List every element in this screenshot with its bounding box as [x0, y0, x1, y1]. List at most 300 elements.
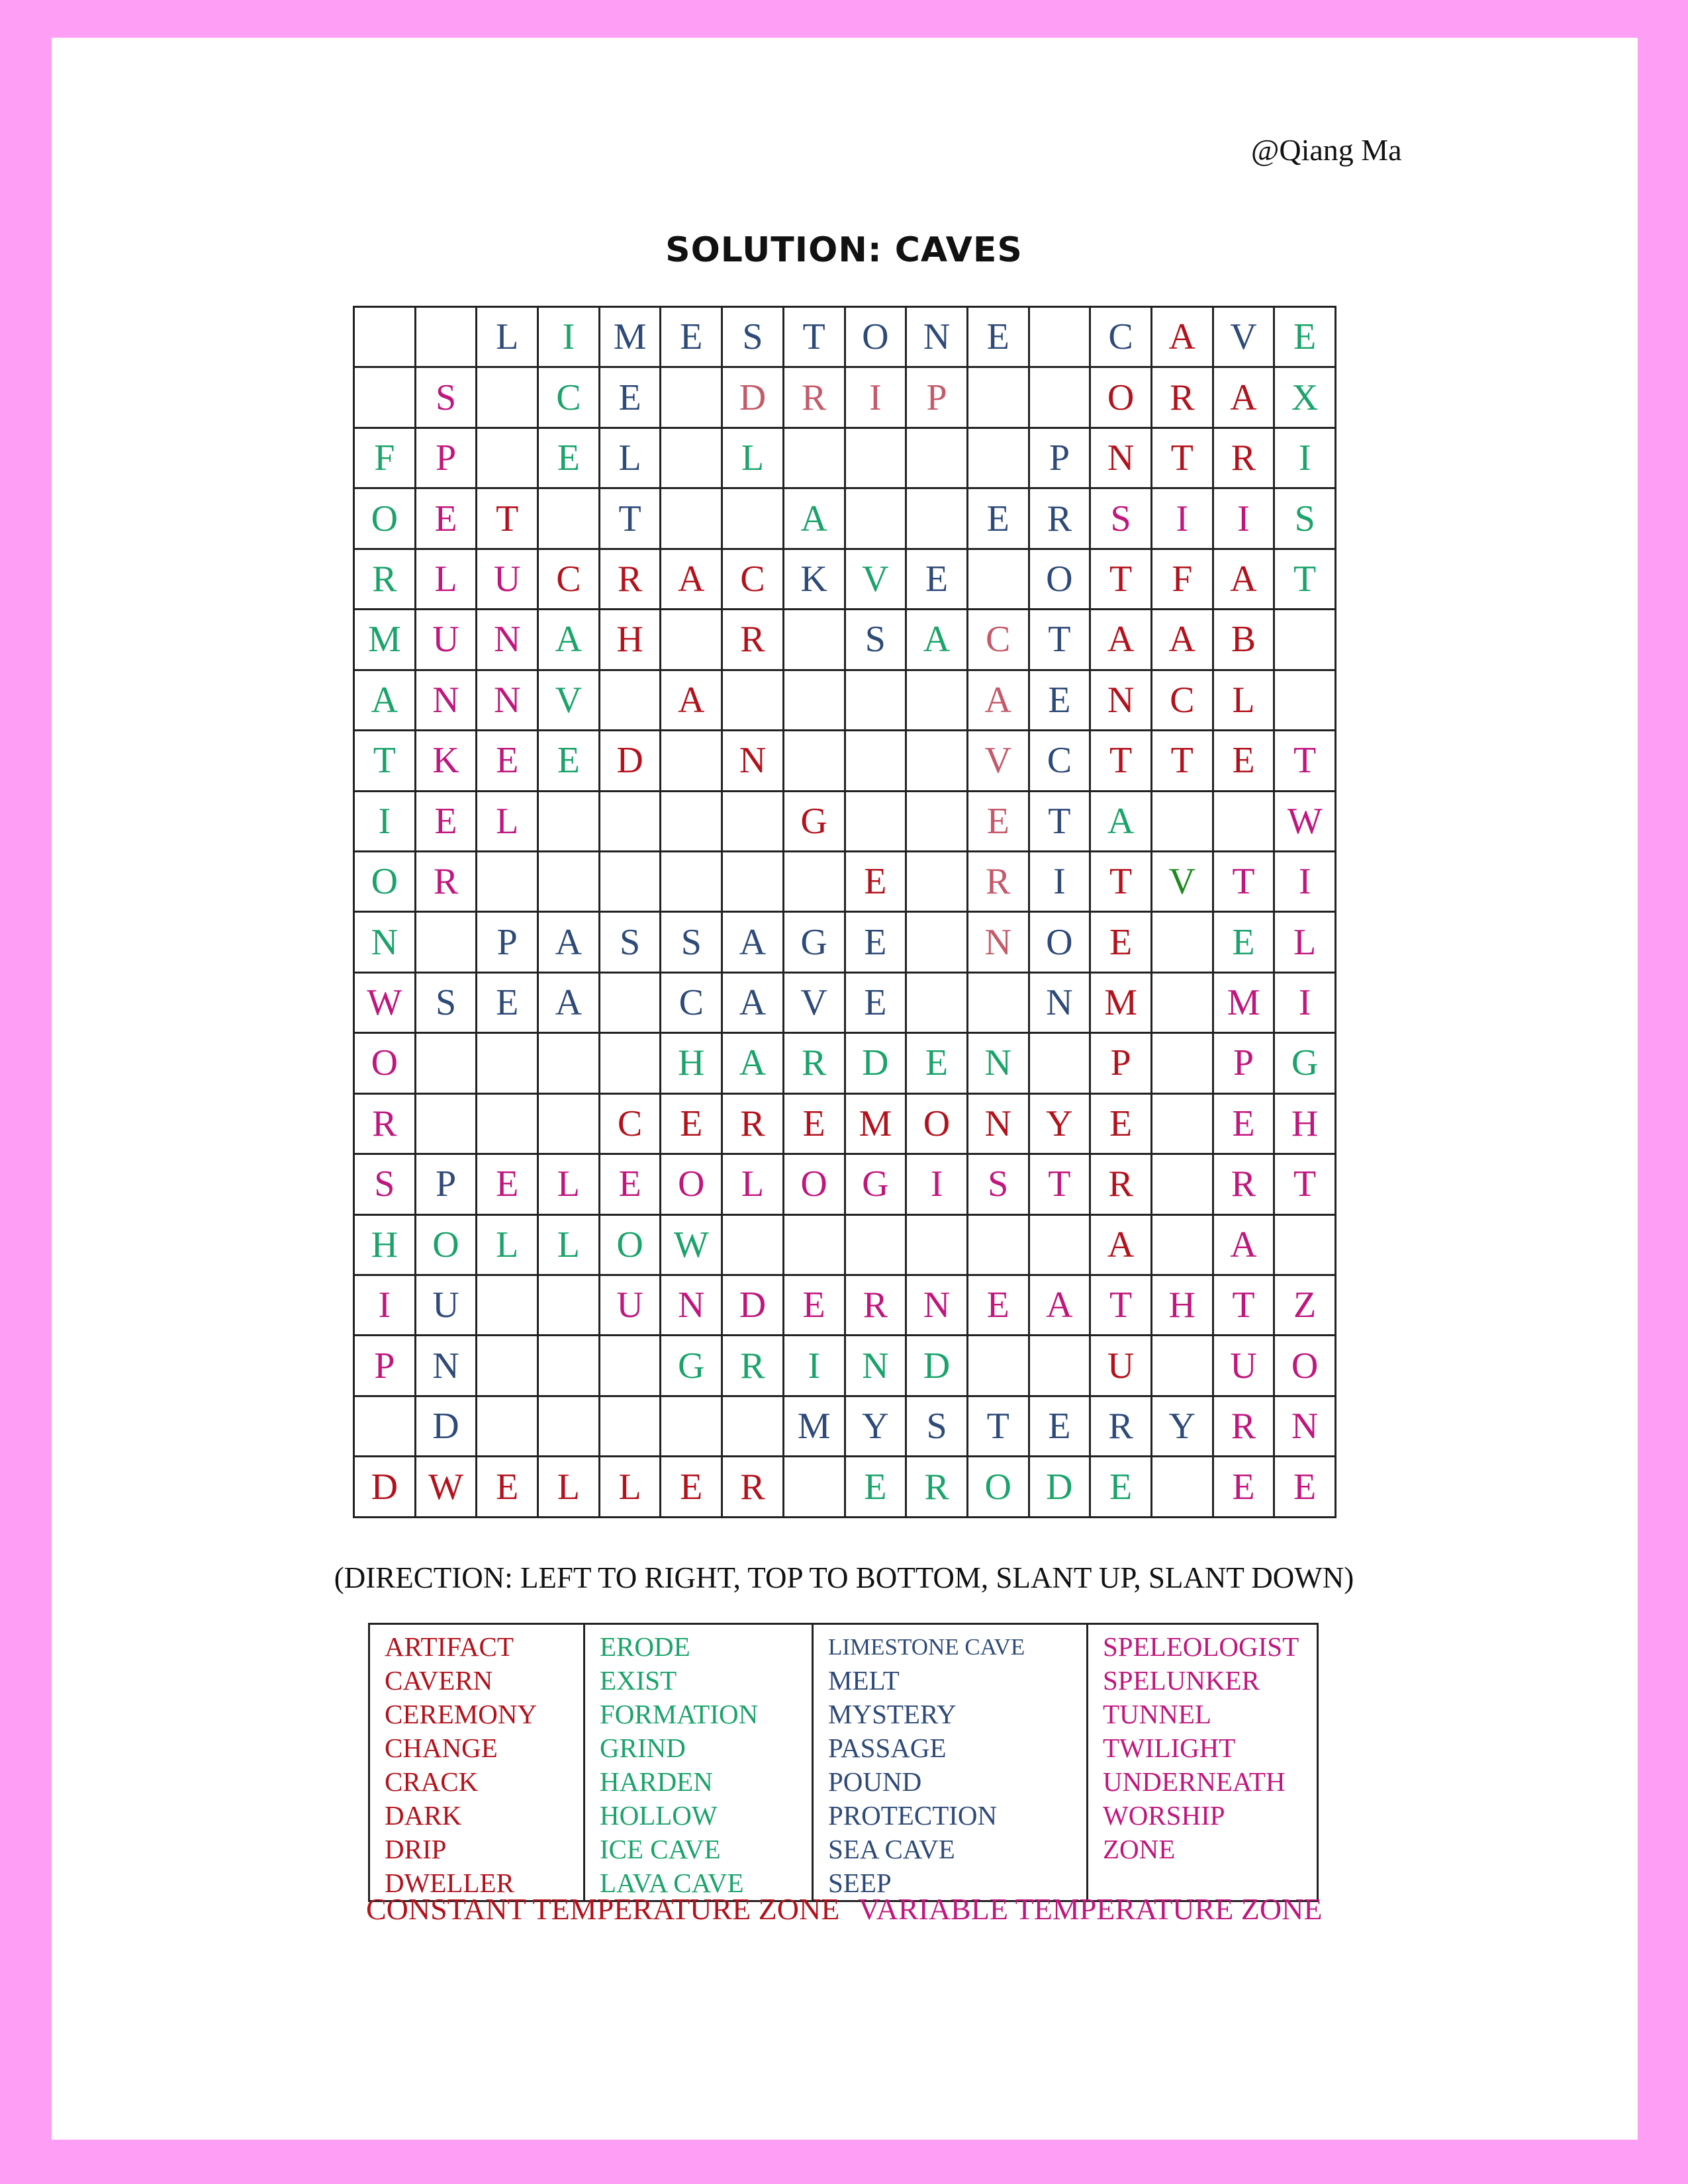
grid-cell: G [845, 1154, 906, 1214]
grid-cell: D [906, 1336, 968, 1396]
grid-cell: P [415, 1154, 477, 1214]
grid-cell: C [661, 972, 722, 1032]
grid-cell: T [783, 307, 845, 367]
grid-row [354, 1033, 1336, 1093]
grid-cell [661, 851, 722, 911]
grid-cell: E [1213, 912, 1274, 972]
grid-cell: A [538, 972, 600, 1032]
grid-cell: E [906, 1033, 968, 1093]
grid-cell: T [1274, 731, 1336, 791]
grid-cell: O [967, 1457, 1029, 1518]
grid-cell: O [845, 307, 906, 367]
word-bank-entry: SEA CAVE [828, 1834, 955, 1864]
grid-cell: O [354, 1033, 416, 1093]
word-bank-column-4 [1088, 1624, 1318, 1901]
grid-cell: I [538, 307, 600, 367]
grid-cell: E [1213, 731, 1274, 791]
grid-cell: Y [845, 1396, 906, 1456]
grid-cell [722, 488, 784, 549]
grid-cell: R [1090, 1154, 1152, 1214]
grid-cell: P [1213, 1033, 1274, 1093]
grid-cell: A [1213, 367, 1274, 428]
word-bank-entry: HARDEN [600, 1766, 713, 1797]
grid-cell: O [354, 851, 416, 911]
grid-cell: E [845, 912, 906, 972]
grid-cell: E [477, 1154, 538, 1214]
grid-cell [477, 367, 538, 428]
grid-cell: R [415, 851, 477, 911]
word-bank-entry: DWELLER [385, 1868, 514, 1898]
grid-cell [661, 488, 722, 549]
grid-cell [599, 670, 661, 730]
grid-cell [415, 307, 477, 367]
word-bank-column-3 [813, 1624, 1088, 1901]
grid-cell [661, 1396, 722, 1456]
grid-cell: T [1274, 549, 1336, 609]
grid-cell: A [538, 610, 600, 670]
grid-row [354, 610, 1336, 670]
grid-cell: L [477, 791, 538, 851]
grid-cell: L [538, 1214, 600, 1275]
grid-cell: L [1213, 670, 1274, 730]
grid-cell [538, 791, 600, 851]
grid-cell: E [1029, 670, 1090, 730]
grid-cell: E [906, 549, 968, 609]
grid-cell [477, 1336, 538, 1396]
grid-cell [538, 1396, 600, 1456]
grid-cell: A [967, 670, 1029, 730]
grid-cell [1029, 1033, 1090, 1093]
grid-cell [415, 912, 477, 972]
grid-cell: I [1274, 851, 1336, 911]
grid-cell: N [415, 670, 477, 730]
grid-cell [1151, 1457, 1213, 1518]
word-bank-entry: FORMATION [600, 1699, 759, 1729]
grid-cell: N [661, 1275, 722, 1336]
grid-cell: E [845, 851, 906, 911]
grid-cell [783, 1214, 845, 1275]
grid-cell: O [1029, 549, 1090, 609]
grid-cell: V [538, 670, 600, 730]
grid-cell: A [1213, 1214, 1274, 1275]
grid-cell: T [1029, 610, 1090, 670]
grid-cell: X [1274, 367, 1336, 428]
grid-cell: G [783, 912, 845, 972]
word-bank-entry: PASSAGE [828, 1733, 947, 1763]
grid-cell: D [354, 1457, 416, 1518]
grid-cell [1274, 670, 1336, 730]
grid-cell: A [538, 912, 600, 972]
grid-cell [599, 1336, 661, 1396]
grid-cell: O [906, 1093, 968, 1154]
word-bank-entry: CAVERN [385, 1665, 493, 1696]
grid-cell: E [1029, 1396, 1090, 1456]
grid-cell: W [415, 1457, 477, 1518]
word-bank-column-2 [585, 1624, 813, 1901]
grid-cell: W [1274, 791, 1336, 851]
grid-cell: C [538, 367, 600, 428]
grid-cell: P [415, 428, 477, 488]
puzzle-title: SOLUTION: CAVES [665, 230, 1023, 270]
grid-cell: V [783, 972, 845, 1032]
grid-row [354, 851, 1336, 911]
grid-cell [599, 1396, 661, 1456]
grid-cell [845, 428, 906, 488]
grid-cell: D [415, 1396, 477, 1456]
word-bank-entry: ARTIFACT [385, 1631, 514, 1662]
grid-cell: E [477, 1457, 538, 1518]
grid-cell [722, 1396, 784, 1456]
grid-cell: L [599, 428, 661, 488]
grid-cell [538, 1033, 600, 1093]
grid-cell: E [1090, 912, 1152, 972]
grid-cell: H [661, 1033, 722, 1093]
grid-cell [415, 1093, 477, 1154]
grid-row [354, 307, 1336, 367]
grid-cell: S [415, 972, 477, 1032]
grid-cell: E [1274, 1457, 1336, 1518]
grid-cell: E [477, 731, 538, 791]
grid-cell: F [1151, 549, 1213, 609]
grid-cell: I [1151, 488, 1213, 549]
grid-cell: S [599, 912, 661, 972]
grid-cell: U [1213, 1336, 1274, 1396]
grid-cell: L [1274, 912, 1336, 972]
grid-cell: F [354, 428, 416, 488]
grid-cell: E [967, 791, 1029, 851]
grid-cell [477, 1093, 538, 1154]
word-bank-entry: HOLLOW [600, 1800, 718, 1831]
grid-row [354, 1214, 1336, 1275]
constant-temperature-zone-label: CONSTANT TEMPERATURE ZONE [366, 1892, 840, 1926]
grid-cell [661, 367, 722, 428]
grid-cell: E [1213, 1093, 1274, 1154]
grid-row [354, 549, 1336, 609]
grid-cell [845, 791, 906, 851]
grid-cell [906, 670, 968, 730]
grid-cell: D [1029, 1457, 1090, 1518]
grid-row [354, 367, 1336, 428]
grid-cell: D [722, 367, 784, 428]
grid-cell: N [722, 731, 784, 791]
grid-cell: V [1151, 851, 1213, 911]
grid-cell: R [1213, 1154, 1274, 1214]
grid-cell: E [1090, 1093, 1152, 1154]
grid-cell: N [477, 610, 538, 670]
grid-cell [845, 488, 906, 549]
grid-cell: R [722, 1457, 784, 1518]
grid-cell [477, 1033, 538, 1093]
word-bank-entry: UNDERNEATH [1103, 1766, 1286, 1797]
grid-cell: U [415, 1275, 477, 1336]
grid-row [354, 488, 1336, 549]
grid-cell: E [967, 307, 1029, 367]
grid-row [354, 1396, 1336, 1456]
grid-cell [477, 851, 538, 911]
grid-cell: C [1151, 670, 1213, 730]
grid-cell [661, 428, 722, 488]
grid-cell: N [906, 307, 968, 367]
grid-cell: W [661, 1214, 722, 1275]
grid-cell [783, 670, 845, 730]
grid-cell [599, 1033, 661, 1093]
grid-cell: N [1090, 428, 1152, 488]
grid-cell [967, 1336, 1029, 1396]
grid-cell: A [722, 912, 784, 972]
word-bank-entry: EXIST [600, 1665, 677, 1696]
grid-cell: R [1151, 367, 1213, 428]
grid-cell: I [1029, 851, 1090, 911]
grid-cell: E [1274, 307, 1336, 367]
grid-cell: O [783, 1154, 845, 1214]
grid-cell: S [845, 610, 906, 670]
grid-cell: Z [1274, 1275, 1336, 1336]
grid-cell: R [1090, 1396, 1152, 1456]
grid-cell: E [783, 1275, 845, 1336]
grid-row [354, 791, 1336, 851]
grid-cell [661, 791, 722, 851]
grid-cell [1029, 1336, 1090, 1396]
word-bank-entry: ZONE [1103, 1834, 1176, 1864]
grid-cell: T [1151, 731, 1213, 791]
grid-cell: R [1213, 1396, 1274, 1456]
grid-cell: O [415, 1214, 477, 1275]
grid-row [354, 1093, 1336, 1154]
grid-cell: E [1213, 1457, 1274, 1518]
grid-cell: T [354, 731, 416, 791]
word-bank-entry: CHANGE [385, 1733, 498, 1763]
grid-cell: R [354, 1093, 416, 1154]
grid-cell [783, 851, 845, 911]
grid-cell [783, 1457, 845, 1518]
grid-cell [1151, 912, 1213, 972]
grid-cell: U [1090, 1336, 1152, 1396]
grid-cell [783, 428, 845, 488]
grid-cell: R [783, 367, 845, 428]
grid-cell: O [599, 1214, 661, 1275]
grid-cell: L [477, 307, 538, 367]
grid-cell: E [599, 1154, 661, 1214]
grid-cell: C [967, 610, 1029, 670]
grid-cell: E [538, 731, 600, 791]
grid-cell: B [1213, 610, 1274, 670]
grid-cell: R [722, 1336, 784, 1396]
grid-cell: A [722, 1033, 784, 1093]
word-bank-entry: CRACK [385, 1766, 479, 1797]
grid-cell [906, 731, 968, 791]
grid-cell: L [477, 1214, 538, 1275]
grid-cell [661, 610, 722, 670]
grid-cell: P [906, 367, 968, 428]
grid-cell: S [354, 1154, 416, 1214]
grid-cell [1029, 307, 1090, 367]
grid-cell: O [661, 1154, 722, 1214]
grid-cell [477, 1275, 538, 1336]
grid-cell: Y [1151, 1396, 1213, 1456]
zone-labels [366, 1891, 1340, 1927]
word-bank-entry: ICE CAVE [600, 1834, 721, 1864]
grid-cell: N [967, 1033, 1029, 1093]
grid-cell: C [1029, 731, 1090, 791]
grid-cell [967, 1214, 1029, 1275]
word-bank-entry: LIMESTONE CAVE [828, 1634, 1025, 1660]
grid-cell: A [906, 610, 968, 670]
grid-cell [599, 972, 661, 1032]
grid-cell: I [354, 791, 416, 851]
grid-cell: A [1151, 610, 1213, 670]
grid-cell: E [967, 1275, 1029, 1336]
grid-cell: W [354, 972, 416, 1032]
grid-cell: O [354, 488, 416, 549]
grid-cell: T [1090, 1275, 1152, 1336]
grid-cell: C [722, 549, 784, 609]
word-bank-entry: ERODE [600, 1631, 690, 1662]
grid-cell [661, 731, 722, 791]
grid-cell [906, 1214, 968, 1275]
grid-cell: P [1029, 428, 1090, 488]
grid-cell: L [722, 428, 784, 488]
grid-cell: L [415, 549, 477, 609]
grid-cell [1151, 1214, 1213, 1275]
grid-cell [906, 972, 968, 1032]
grid-cell: R [1213, 428, 1274, 488]
grid-cell: I [1274, 428, 1336, 488]
grid-cell: A [1090, 610, 1152, 670]
grid-cell: M [1090, 972, 1152, 1032]
grid-cell: R [967, 851, 1029, 911]
grid-cell [477, 428, 538, 488]
grid-cell: N [906, 1275, 968, 1336]
direction-instructions: (DIRECTION: LEFT TO RIGHT, TOP TO BOTTOM, SLANT UP, SLANT DOWN) [334, 1561, 1354, 1594]
grid-row [354, 428, 1336, 488]
grid-cell: T [1029, 791, 1090, 851]
grid-cell: S [415, 367, 477, 428]
grid-cell: L [538, 1457, 600, 1518]
grid-cell: D [599, 731, 661, 791]
variable-temperature-zone-label: VARIABLE TEMPERATURE ZONE [858, 1892, 1323, 1926]
word-bank [368, 1623, 1319, 1902]
grid-cell: M [1213, 972, 1274, 1032]
grid-cell: V [845, 549, 906, 609]
grid-cell [477, 1396, 538, 1456]
grid-cell [722, 670, 784, 730]
grid-cell [538, 488, 600, 549]
grid-cell: E [661, 1093, 722, 1154]
grid-cell: E [415, 791, 477, 851]
grid-cell: T [1090, 731, 1152, 791]
grid-cell: L [722, 1154, 784, 1214]
grid-cell: H [1274, 1093, 1336, 1154]
grid-cell: H [599, 610, 661, 670]
grid-cell: M [354, 610, 416, 670]
grid-cell [354, 307, 416, 367]
grid-cell: V [967, 731, 1029, 791]
grid-cell [845, 670, 906, 730]
grid-cell: S [906, 1396, 968, 1456]
grid-cell [599, 851, 661, 911]
grid-cell [538, 1275, 600, 1336]
grid-cell: E [845, 972, 906, 1032]
grid-cell [967, 972, 1029, 1032]
grid-cell: T [1029, 1154, 1090, 1214]
grid-cell [538, 1093, 600, 1154]
grid-cell [906, 428, 968, 488]
grid-cell: M [783, 1396, 845, 1456]
grid-cell: R [354, 549, 416, 609]
grid-cell: I [783, 1336, 845, 1396]
grid-cell: D [845, 1033, 906, 1093]
grid-cell: E [1090, 1457, 1152, 1518]
grid-cell: E [599, 367, 661, 428]
grid-cell: P [1090, 1033, 1152, 1093]
grid-cell: U [599, 1275, 661, 1336]
grid-cell: A [661, 549, 722, 609]
grid-cell: A [1151, 307, 1213, 367]
grid-cell: S [1090, 488, 1152, 549]
grid-cell: G [783, 791, 845, 851]
grid-cell [538, 1336, 600, 1396]
grid-row [354, 972, 1336, 1032]
word-bank-entry: GRIND [600, 1733, 686, 1763]
word-bank-entry: POUND [828, 1766, 922, 1797]
word-search-grid [353, 306, 1336, 1518]
grid-cell [845, 731, 906, 791]
grid-cell: L [599, 1457, 661, 1518]
grid-cell: T [599, 488, 661, 549]
grid-cell: O [1090, 367, 1152, 428]
grid-cell: C [599, 1093, 661, 1154]
grid-cell: I [354, 1275, 416, 1336]
grid-cell: R [722, 610, 784, 670]
grid-row [354, 1336, 1336, 1396]
grid-cell: N [1274, 1396, 1336, 1456]
grid-cell: A [1090, 791, 1152, 851]
word-bank-entry: CEREMONY [385, 1699, 538, 1729]
grid-cell: S [661, 912, 722, 972]
grid-cell: O [1274, 1336, 1336, 1396]
grid-cell: E [477, 972, 538, 1032]
grid-cell: E [538, 428, 600, 488]
grid-cell: T [477, 488, 538, 549]
grid-cell [1029, 1214, 1090, 1275]
author-credit: @Qiang Ma [1251, 133, 1402, 167]
grid-cell [906, 488, 968, 549]
grid-cell: N [845, 1336, 906, 1396]
grid-cell: A [783, 488, 845, 549]
grid-cell: K [415, 731, 477, 791]
word-bank-entry: WORSHIP [1103, 1800, 1225, 1831]
grid-cell: S [967, 1154, 1029, 1214]
grid-cell: S [1274, 488, 1336, 549]
grid-cell: N [354, 912, 416, 972]
word-bank-entry: MYSTERY [828, 1699, 957, 1729]
grid-cell: N [477, 670, 538, 730]
grid-cell: G [661, 1336, 722, 1396]
grid-cell: R [1029, 488, 1090, 549]
word-bank-entry: TWILIGHT [1103, 1733, 1236, 1763]
grid-cell: T [1090, 851, 1152, 911]
grid-cell: A [1213, 549, 1274, 609]
grid-row [354, 1154, 1336, 1214]
grid-cell [967, 367, 1029, 428]
grid-cell [967, 428, 1029, 488]
grid-row [354, 731, 1336, 791]
word-bank-entry: DARK [385, 1800, 462, 1831]
grid-cell [722, 791, 784, 851]
grid-cell: T [1274, 1154, 1336, 1214]
grid-cell: C [1090, 307, 1152, 367]
grid-cell: M [599, 307, 661, 367]
